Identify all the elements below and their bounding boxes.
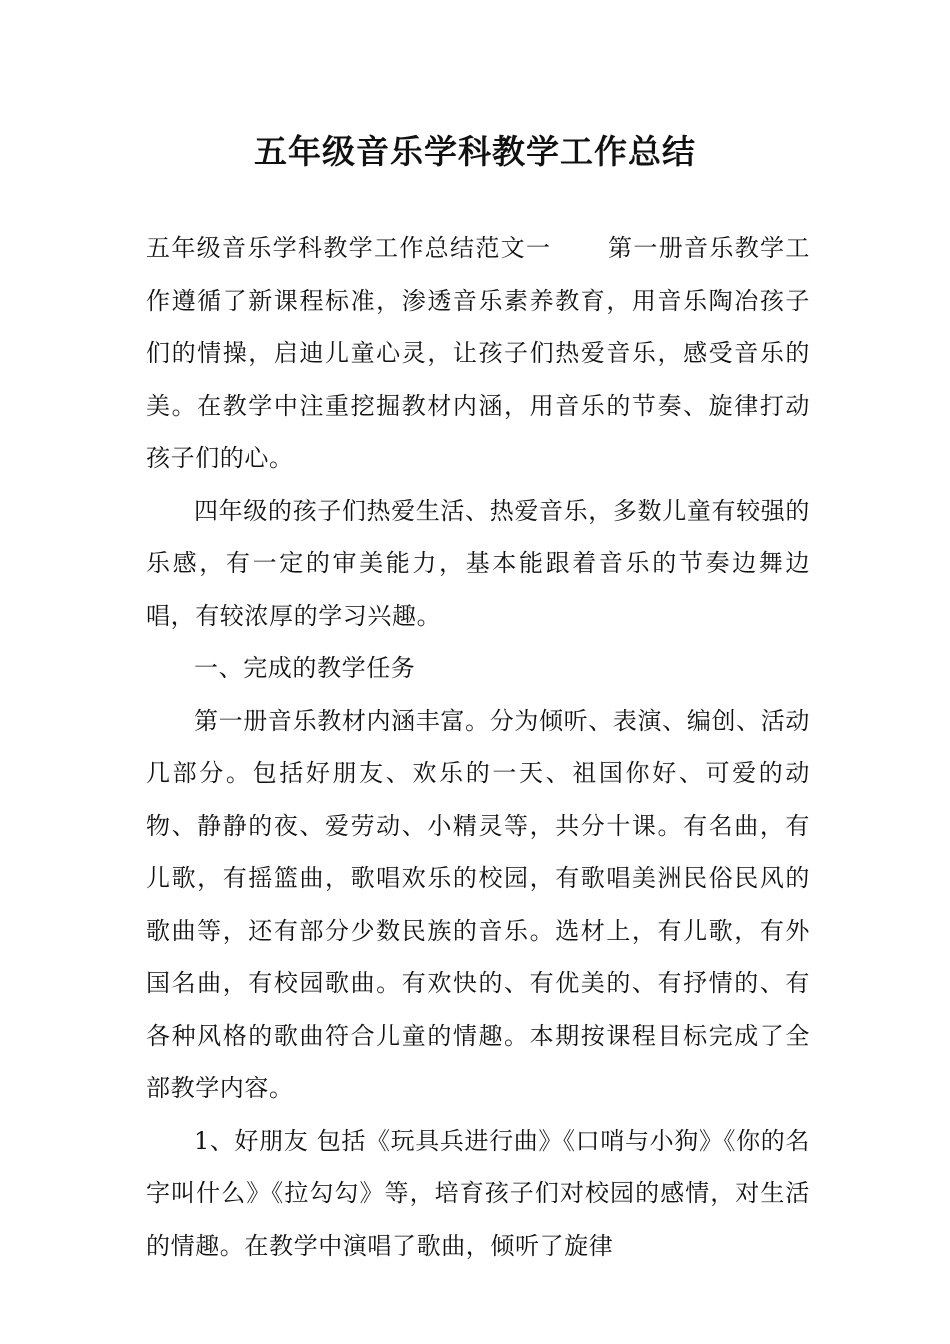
section-heading-tasks: 一、完成的教学任务 (194, 654, 416, 682)
paragraph-students: 四年级的孩子们热爱生活、热爱音乐，多数儿童有较强的乐感，有一定的审美能力，基本能跟着音乐的节奏边舞边唱，有较浓厚的学习兴趣。 (146, 496, 810, 630)
paragraph-intro-text: 第一册音乐教学工作遵循了新课程标准，渗透音乐素养教育，用音乐陶冶孩子们的情操，启迪儿童心灵，让孩子们热爱音乐，感受音乐的美。在教学中注重挖掘教材内涵，用音乐的节奏、旋律打动孩子们的心。 (146, 234, 810, 472)
paragraph-intro (146, 222, 810, 485)
paragraph-intro-lead: 五年级音乐学科教学工作总结范文一 (146, 234, 552, 262)
document-body (146, 222, 810, 1272)
paragraph-lesson-one: 1、好朋友 包括《玩具兵进行曲》《口哨与小狗》《你的名字叫什么》《拉勾勾》等，培育孩子们对校园的感情，对生活的情趣。在教学中演唱了歌曲，倾听了旋律 (146, 1126, 810, 1260)
document-title: 五年级音乐学科教学工作总结 (254, 132, 696, 171)
paragraph-textbook: 第一册音乐教材内涵丰富。分为倾听、表演、编创、活动几部分。包括好朋友、欢乐的一天、祖国你好、可爱的动物、静静的夜、爱劳动、小精灵等，共分十课。有名曲，有儿歌，有摇篮曲，歌唱欢乐的校园，有歌唱美洲民俗民风的歌曲等，还有部分少数民族的音乐。选材上，有儿歌，有外国名曲，有校园歌曲。有欢快的、有优美的、有抒情的、有各种风格的歌曲符合儿童的情趣。本期按课程目标完成了全部教学内容。 (146, 706, 810, 1102)
